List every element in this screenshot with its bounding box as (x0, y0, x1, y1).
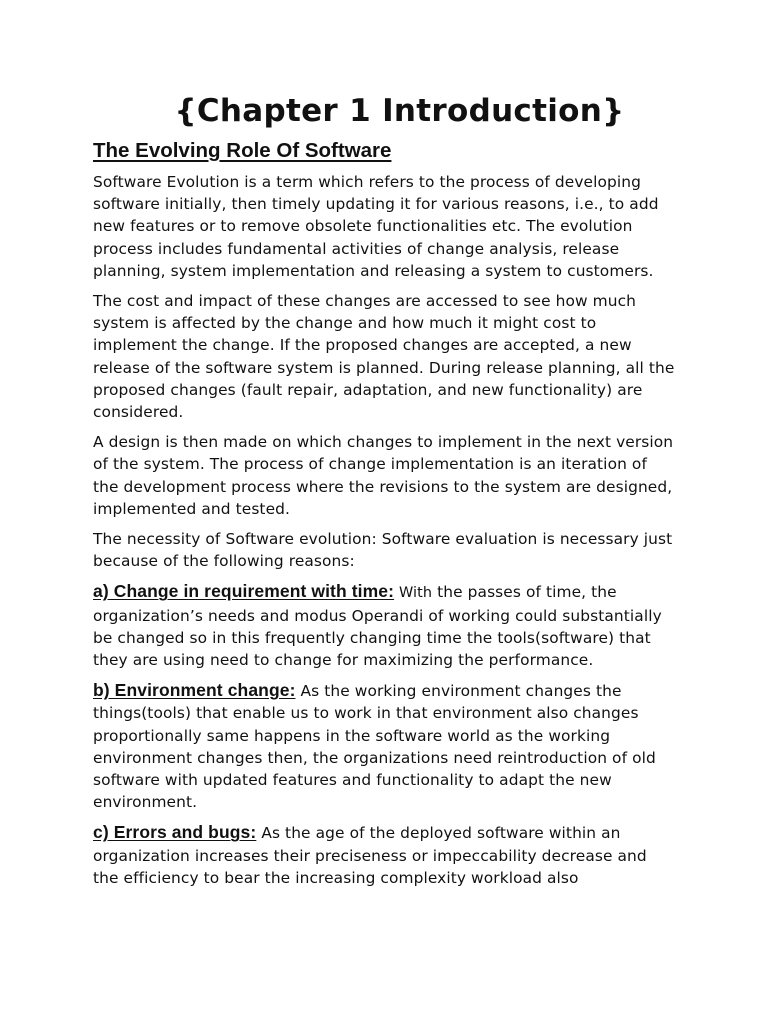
reason-text: As the working environment changes the things(tools) that enable us to work in that environment also changes proportionally same happens in the software world as the working environment changes then, the organizations need reintroduction of old software with updated features and functionality to adapt the new environment. (93, 682, 656, 812)
paragraph-cost-impact: The cost and impact of these changes are accessed to see how much system is affected by the change and how much it might cost to implement the change. If the proposed changes are accepted, a new release of the software system is planned. During release planning, all the proposed changes (fault repair, adaptation, and new functionality) are considered. (93, 292, 675, 422)
paragraph-design: A design is then made on which changes to implement in the next version of the system. The process of change implementation is an iteration of the development process where the revisions to the system are designed, implemented and tested. (93, 433, 674, 518)
reason-text: As the age of the deployed software within an organization increases their preciseness or impeccability decrease and the efficiency to bear the increasing complexity workload also (93, 824, 647, 887)
reason-item-environment-change (93, 679, 676, 813)
section-heading: The Evolving Role Of Software (93, 139, 392, 162)
paragraph-definition: Software Evolution is a term which refers to the process of developing software initially, then timely updating it for various reasons, i.e., to add new features or to remove obsolete functionalities etc. The evolution process includes fundamental activities of change analysis, release planning, system implementation and releasing a system to customers. (93, 173, 659, 280)
reason-text: the passes of time, the organization’s needs and modus Operandi of working could substantially be changed so in this frequently changing time the tools(software) that they are using need to change for maximizing the performance. (93, 583, 662, 670)
chapter-title: {Chapter 1 Introduction} (174, 93, 625, 129)
reason-lead-word: With (399, 585, 433, 602)
reason-item-requirement-change (93, 580, 676, 671)
reason-item-errors-bugs (93, 821, 676, 889)
paragraph-necessity: The necessity of Software evolution: Software evaluation is necessary just because of the following reasons: (93, 530, 673, 571)
reason-label: b) Environment change: (93, 680, 296, 701)
reason-label: c) Errors and bugs: (93, 822, 257, 843)
reason-label: a) Change in requirement with time: (93, 581, 395, 602)
